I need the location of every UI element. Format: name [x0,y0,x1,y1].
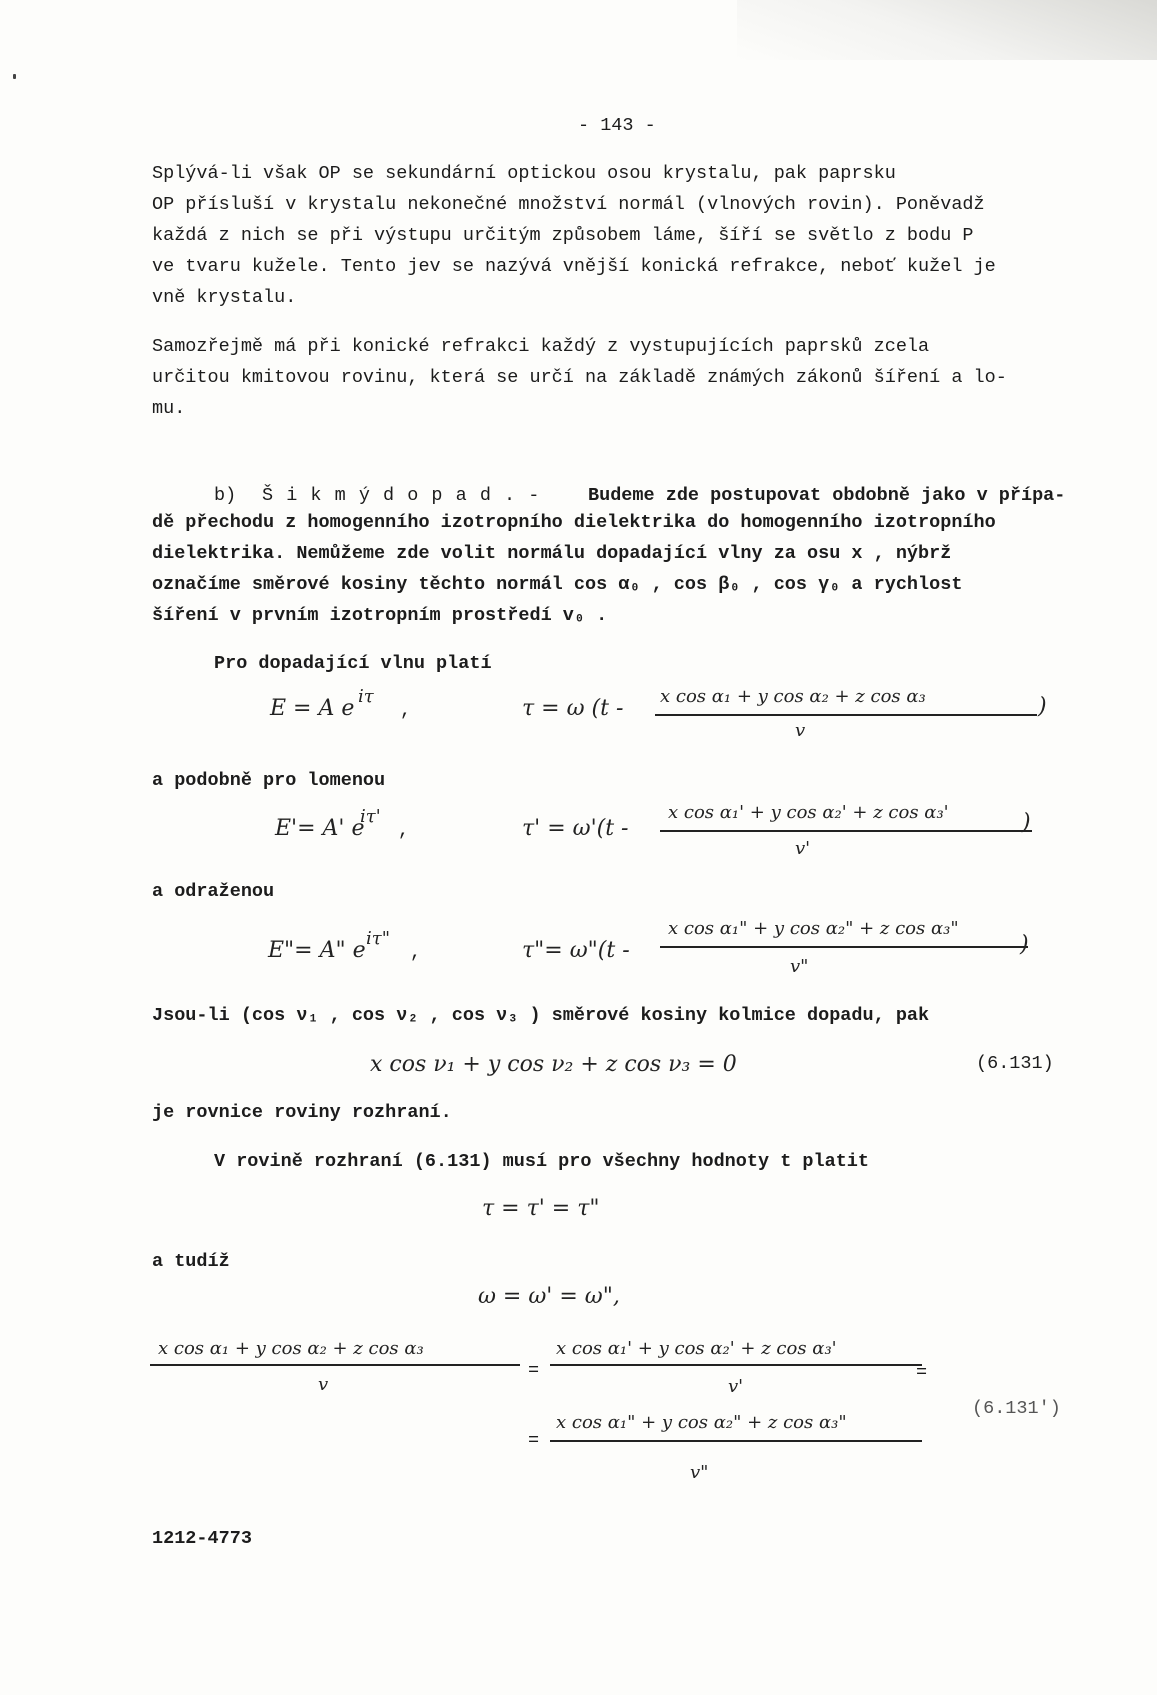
page-number: - 143 - [578,115,656,136]
eq1-field: E = A e [270,696,355,721]
eq-label-6-131-prime: (6.131') [972,1398,1061,1419]
eq7-right-numerator: x cos α₁' + y cos α₂' + z cos α₃' [556,1338,837,1359]
eq2-exponent: iτ' [360,806,381,827]
eq2-close-paren: ) [1022,810,1031,835]
eq7-right-denominator: v' [728,1376,744,1397]
eq3-numerator: x cos α₁" + y cos α₂" + z cos α₃" [668,918,959,939]
section-heading: Š i k m ý d o p a d . - [262,485,541,506]
paragraph-conical-refraction: Splývá-li však OP se sekundární optickou osou krystalu, pak paprsku OP přísluší v krystalu nekonečné množství normál (vlnových rovin). Poněvadž každá z nich se při výstupu určitým způsobem láme, šíří se světlo z bodu P ve tvaru kužele. Tento jev se nazývá vnější konická refrakce, neboť kužel je vně krystalu. [152,163,996,308]
eq7-left-denominator: v [318,1374,329,1395]
eq2-tau: τ' = ω'(t - [522,816,629,841]
eq1-exponent: iτ [358,686,374,707]
eq7-equals-1: = [528,1360,540,1381]
eq-omega-equality: ω = ω' = ω", [478,1284,620,1309]
text-normal-cosines: Jsou-li (cos ν₁ , cos ν₂ , cos ν₃ ) směrové kosiny kolmice dopadu, pak [152,1005,930,1026]
eq3-field: E"= A" e [268,938,366,963]
section-text-first-line: Budeme zde postupovat obdobně jako v přípa- [588,485,1066,506]
eq-label-6-131: (6.131) [976,1053,1054,1074]
eq1-fraction-bar [655,714,1037,716]
eq3-tau: τ"= ω"(t - [522,938,630,963]
eq2-fraction-bar [660,830,1032,832]
section-label: b) [214,485,237,506]
eq2-field: E'= A' e [275,816,365,841]
scan-speck [13,74,16,79]
eq2-numerator: x cos α₁' + y cos α₂' + z cos α₃' [668,802,949,823]
eq7-second-denominator: v" [690,1462,709,1483]
eq1-comma: , [400,700,412,721]
footer-code: 1212-4773 [152,1528,252,1549]
paragraph-oblique-incidence: dě přechodu z homogenního izotropního dielektrika do homogenního izotropního dielektrika. Nemůžeme zde volit normálu dopadající vlny za osu x , nýbrž označíme směrové kosiny těchto normál cos α₀ , cos β₀ , cos γ₀ a rychlost šíření v prvním izotropním prostředí v₀ . [152,512,996,626]
text-interface-equation: je rovnice roviny rozhraní. [152,1102,452,1123]
eq7-left-bar [150,1364,520,1366]
eq7-right-bar [550,1364,922,1366]
paragraph-vibration-plane: Samozřejmě má při konické refrakci každý z vystupujících paprsků zcela určitou kmitovou rovinu, která se určí na základě známých zákonů šíření a lo- mu. [152,336,1007,419]
eq1-numerator: x cos α₁ + y cos α₂ + z cos α₃ [660,686,926,707]
eq1-denominator: v [795,720,806,741]
eq3-denominator: v" [790,956,809,977]
eq-interface-plane: x cos ν₁ + y cos ν₂ + z cos ν₃ = 0 [370,1052,737,1077]
eq2-denominator: v' [795,838,811,859]
eq1-close-paren: ) [1038,694,1047,719]
text-refracted: a podobně pro lomenou [152,770,386,791]
eq7-second-numerator: x cos α₁" + y cos α₂" + z cos α₃" [556,1412,847,1433]
eq7-trailing-equals: = [916,1362,928,1383]
eq3-comma: , [410,942,422,963]
eq3-exponent: iτ" [366,928,390,949]
eq-tau-equality: τ = τ' = τ" [482,1196,600,1221]
text-hence: a tudíž [152,1251,230,1272]
eq1-tau: τ = ω (t - [522,696,624,721]
text-reflected: a odraženou [152,881,275,902]
text-incident-wave: Pro dopadající vlnu platí [214,653,492,674]
eq7-left-numerator: x cos α₁ + y cos α₂ + z cos α₃ [158,1338,424,1359]
eq3-fraction-bar [660,946,1028,948]
scan-shadow [737,0,1157,60]
eq2-comma: , [398,820,410,841]
eq7-second-bar [550,1440,922,1442]
text-all-values: V rovině rozhraní (6.131) musí pro všechny hodnoty t platit [214,1151,870,1172]
eq3-close-paren: ) [1020,932,1029,957]
eq7-equals-2: = [528,1430,540,1451]
